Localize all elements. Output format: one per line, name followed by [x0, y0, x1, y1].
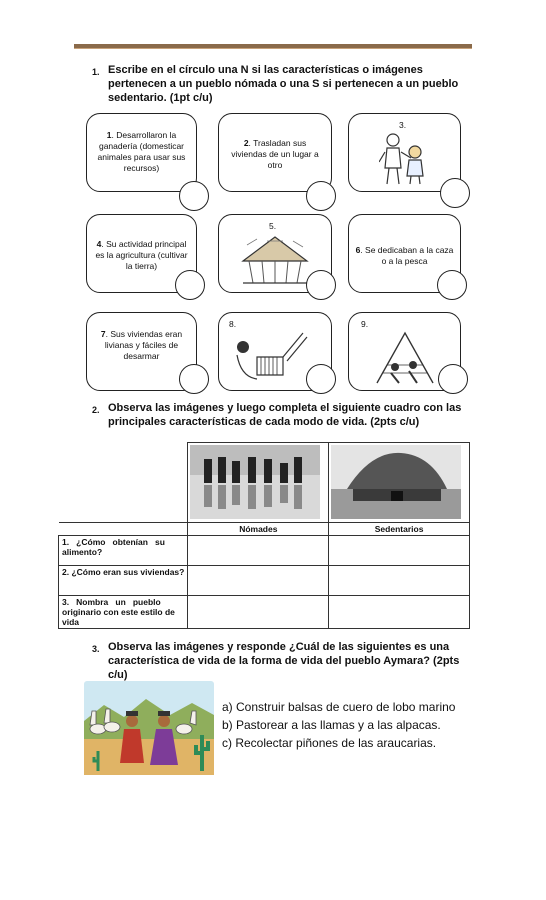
option-a[interactable]: a) Construir balsas de cuero de lobo marino — [222, 700, 456, 714]
weaving-illustration — [231, 327, 311, 385]
row-label-2: 2. ¿Cómo eran sus viviendas? — [59, 566, 188, 596]
question-2-number: 2. — [92, 405, 100, 415]
option-b[interactable]: b) Pastorear a las llamas y a las alpacas. — [222, 718, 441, 732]
header-nomads: Nómades — [188, 523, 329, 536]
card-4-text: 4. Su actividad principal es la agricultura (cultivar la tierra) — [95, 239, 188, 271]
nomads-photo — [190, 445, 320, 519]
answer-circle-7[interactable] — [179, 364, 209, 394]
card-3 — [348, 113, 461, 192]
card-5-number: 5. — [269, 221, 277, 231]
children-illustration — [379, 130, 429, 186]
tent-family-illustration — [373, 329, 437, 385]
answer-cell-2-nomads[interactable] — [188, 566, 329, 596]
card-9-number: 9. — [361, 319, 369, 329]
question-2-text: Observa las imágenes y luego completa el siguiente cuadro con las principales características de cada modo de vida. (2pts c/u) — [108, 402, 462, 428]
question-3-number: 3. — [92, 644, 100, 654]
aymara-illustration — [84, 681, 214, 775]
sedentary-image-cell — [329, 443, 470, 523]
question-1-number: 1. — [92, 67, 100, 77]
question-3-text: Observa las imágenes y responde ¿Cuál de las siguientes es una característica de vida de la forma de vida del pueblo Aymara? (2pts c/u) — [108, 641, 460, 681]
card-2 — [218, 113, 332, 192]
comparison-table — [58, 442, 470, 629]
header-sedentary: Sedentarios — [329, 523, 470, 536]
answer-circle-4[interactable] — [175, 270, 205, 300]
answer-cell-3-sedentary[interactable] — [329, 596, 470, 629]
answer-circle-3[interactable] — [440, 178, 470, 208]
card-1-text: 1. Desarrollaron la ganadería (domesticar animales para usar sus recursos) — [97, 130, 186, 173]
card-6-text: 6. Se dedicaban a la caza o a la pesca — [355, 245, 454, 266]
card-2-text: 2. Trasladan sus viviendas de un lugar a otro — [231, 138, 319, 170]
card-7-text: 7. Sus viviendas eran livianas y fáciles de desarmar — [100, 329, 183, 361]
card-8-number: 8. — [229, 319, 237, 329]
row-label-1: 1. ¿Cómo obtenían su alimento? — [59, 536, 188, 566]
sedentary-photo — [331, 445, 461, 519]
answer-cell-3-nomads[interactable] — [188, 596, 329, 629]
card-3-number: 3. — [399, 120, 407, 130]
option-c[interactable]: c) Recolectar piñones de las araucarias. — [222, 736, 437, 750]
row-label-3: 3. Nombra un pueblo originario con este estilo de vida — [59, 596, 188, 629]
answer-options — [222, 698, 455, 752]
nomadic-image-cell — [188, 443, 329, 523]
card-1 — [86, 113, 197, 192]
answer-circle-5[interactable] — [306, 270, 336, 300]
hut-illustration — [237, 233, 313, 289]
answer-circle-8[interactable] — [306, 364, 336, 394]
answer-cell-1-sedentary[interactable] — [329, 536, 470, 566]
answer-cell-2-sedentary[interactable] — [329, 566, 470, 596]
question-1-text: Escribe en el círculo una N si las características o imágenes pertenecen a un pueblo nómada o una S si pertenecen a un pueblo sedentario. (1pt c/u) — [108, 64, 459, 104]
answer-circle-6[interactable] — [437, 270, 467, 300]
answer-cell-1-nomads[interactable] — [188, 536, 329, 566]
answer-circle-1[interactable] — [179, 181, 209, 211]
answer-circle-2[interactable] — [306, 181, 336, 211]
top-rule — [74, 44, 472, 49]
answer-circle-9[interactable] — [438, 364, 468, 394]
empty-corner — [59, 443, 188, 523]
